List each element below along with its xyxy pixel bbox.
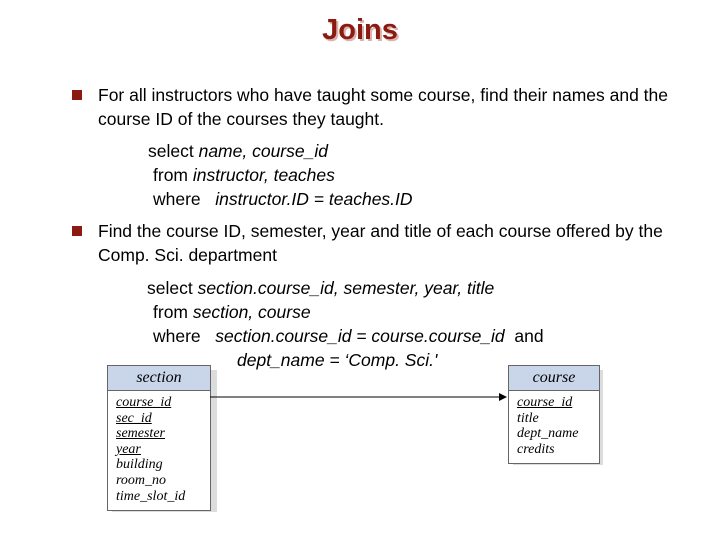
bullet-text-1: For all instructors who have taught some course, find their names and the course ID of the courses they taught. xyxy=(98,85,669,129)
keyword-where: where xyxy=(153,326,201,346)
course-schema-header: course xyxy=(509,366,599,391)
keyword-from: from xyxy=(153,302,188,322)
keyword-from: from xyxy=(153,165,188,185)
query2-where-predicate: section.course_id = course.course_id xyxy=(200,326,505,346)
section-attr-year: year xyxy=(116,441,141,457)
query2-where-line2: dept_name = ‘Comp. Sci.' xyxy=(237,350,438,370)
section-schema-header: section xyxy=(108,366,210,391)
keyword-select: select xyxy=(148,141,194,161)
course-attr-credits: credits xyxy=(517,441,555,457)
keyword-where: where xyxy=(153,189,201,209)
bullet-text-2: Find the course ID, semester, year and title of each course offered by the Comp. Sci. department xyxy=(98,221,663,265)
course-attr-course-id: course_id xyxy=(517,395,573,410)
query1-select-list: name, course_id xyxy=(193,141,328,161)
query1-where-predicate: instructor.ID = teaches.ID xyxy=(200,189,413,209)
section-attr-room-no: room_no xyxy=(116,472,167,488)
query2-from-list: section, course xyxy=(188,302,311,322)
slide-title: Joins xyxy=(322,14,398,46)
course-attr-dept-name: dept_name xyxy=(517,426,579,442)
section-attr-sec-id: sec_id xyxy=(116,410,152,426)
section-attr-time-slot-id: time_slot_id xyxy=(116,488,186,504)
query1-from-list: instructor, teaches xyxy=(188,165,335,185)
course-attr-title: title xyxy=(517,410,539,426)
section-attr-building: building xyxy=(116,457,163,473)
query2-select-list: section.course_id, semester, year, title xyxy=(192,278,495,298)
keyword-select: select xyxy=(147,278,193,298)
keyword-and: and xyxy=(514,326,544,346)
section-attr-semester: semester xyxy=(116,426,165,442)
arrowhead-icon xyxy=(499,393,507,401)
section-attr-course-id: course_id xyxy=(116,395,172,410)
